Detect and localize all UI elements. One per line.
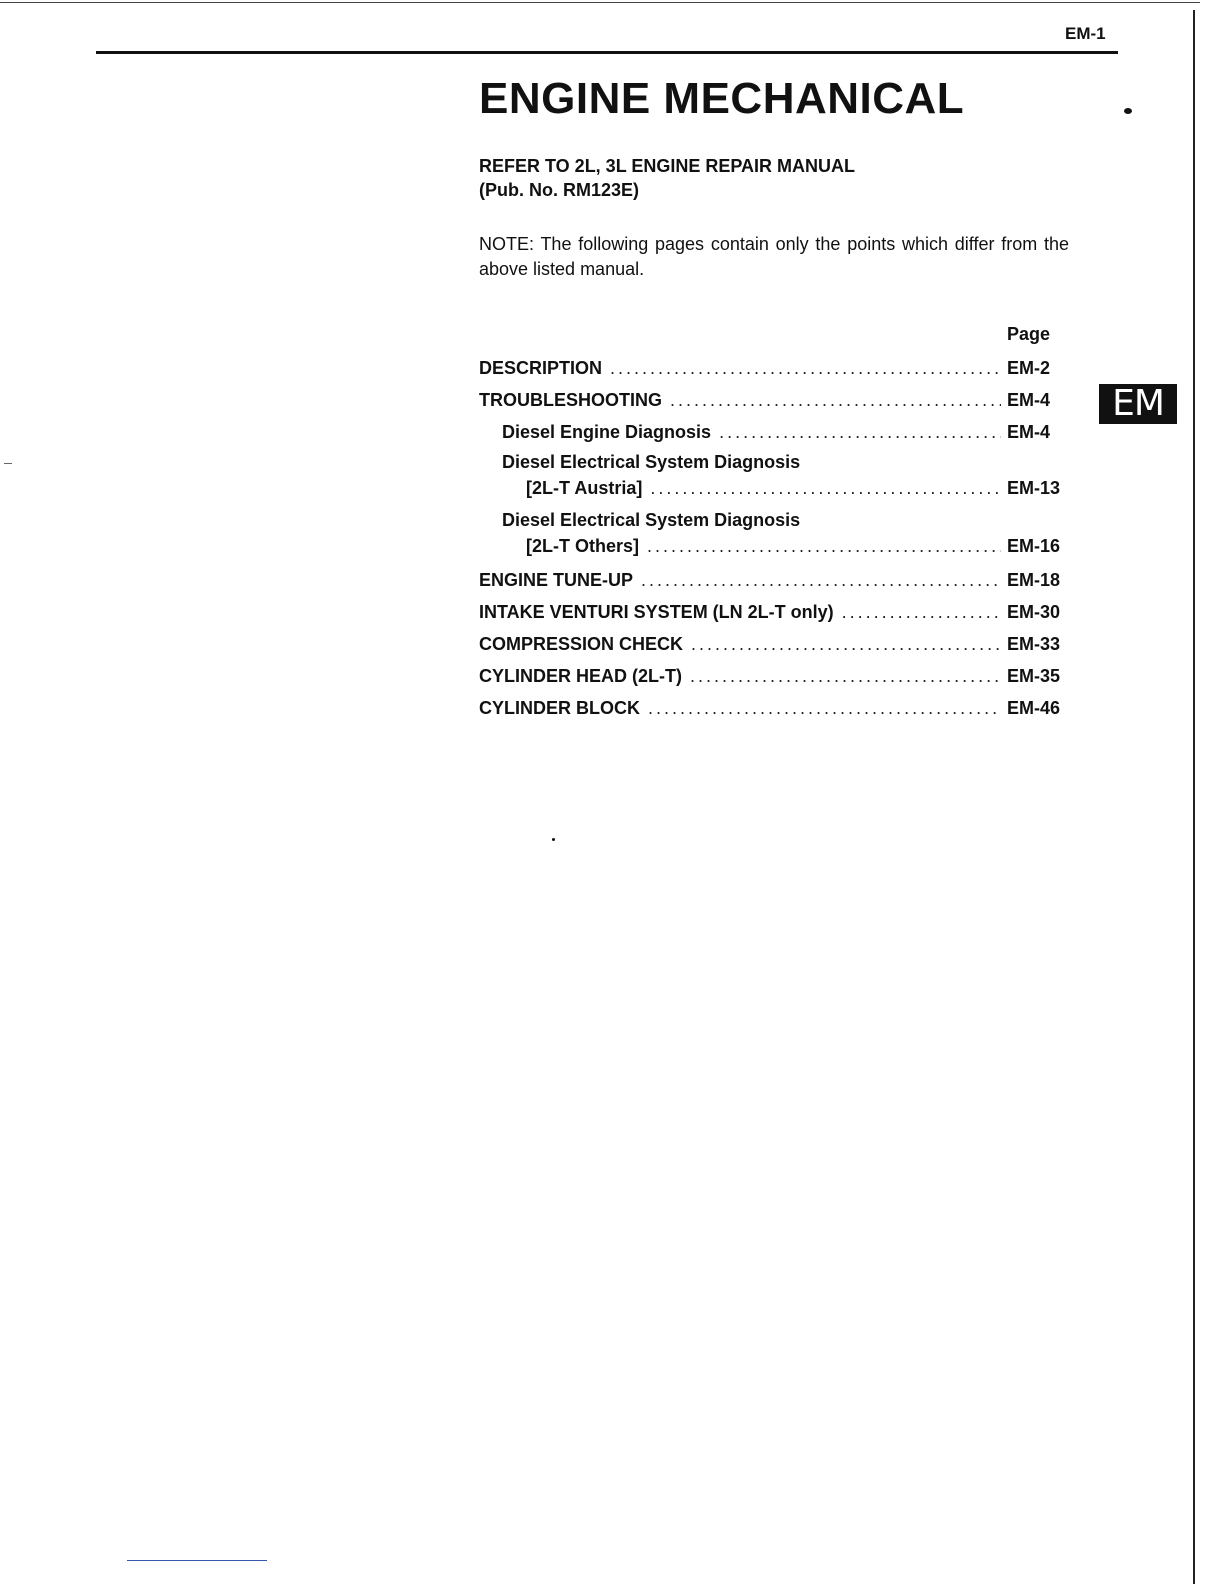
dot-leader	[719, 416, 1001, 448]
scan-speck	[552, 838, 555, 841]
toc-entry-label: CYLINDER BLOCK	[479, 698, 640, 718]
dot-leader	[641, 564, 1001, 596]
toc-entry-description[interactable]	[479, 352, 1069, 384]
dot-leader	[650, 474, 1001, 502]
dot-leader	[691, 628, 1001, 660]
toc-entry-page: EM-13	[1007, 478, 1061, 498]
page-title: ENGINE MECHANICAL	[479, 74, 965, 123]
toc-page-column-header: Page	[1007, 324, 1051, 344]
toc-entry-engine-tune-up[interactable]	[479, 564, 1069, 596]
margin-tick	[4, 463, 12, 464]
toc-entry-electrical-austria[interactable]	[479, 450, 1069, 506]
toc-entry-diesel-engine-diagnosis[interactable]	[479, 416, 1069, 448]
toc-entry-label: TROUBLESHOOTING	[479, 390, 662, 410]
scan-mark-dot	[1124, 108, 1132, 114]
dot-leader	[647, 532, 1001, 560]
toc-entry-label: Diesel Engine Diagnosis	[502, 422, 712, 442]
header-rule	[96, 51, 1118, 54]
top-edge-line	[0, 2, 1200, 3]
toc-entry-label: Diesel Electrical System Diagnosis	[502, 510, 801, 530]
publication-number: (Pub. No. RM123E)	[479, 180, 640, 200]
dot-leader	[670, 384, 1001, 416]
dot-leader	[690, 660, 1001, 692]
refer-line: REFER TO 2L, 3L ENGINE REPAIR MANUAL	[479, 156, 856, 176]
toc-entry-troubleshooting[interactable]	[479, 384, 1069, 416]
dot-leader	[610, 352, 1001, 384]
toc-entry-label: ENGINE TUNE-UP	[479, 570, 634, 590]
toc-entry-page: EM-46	[1007, 698, 1061, 718]
dot-leader	[842, 596, 1001, 628]
table-of-contents	[479, 352, 1069, 724]
toc-entry-cylinder-block[interactable]	[479, 692, 1069, 724]
toc-entry-page: EM-4	[1007, 390, 1051, 410]
toc-entry-label: COMPRESSION CHECK	[479, 634, 684, 654]
page-number: EM-1	[1065, 24, 1106, 43]
toc-entry-page: EM-30	[1007, 602, 1061, 622]
toc-entry-compression-check[interactable]	[479, 628, 1069, 660]
toc-entry-page: EM-35	[1007, 666, 1061, 686]
toc-entry-electrical-others[interactable]	[479, 508, 1069, 564]
toc-entry-page: EM-2	[1007, 358, 1051, 378]
note-paragraph: NOTE: The following pages contain only the points which differ from the above listed manual.	[479, 234, 1069, 279]
right-page-border	[1193, 10, 1195, 1584]
toc-entry-page: EM-18	[1007, 570, 1061, 590]
toc-entry-label: INTAKE VENTURI SYSTEM (LN 2L-T only)	[479, 602, 834, 622]
refer-block	[479, 154, 855, 202]
toc-entry-cylinder-head[interactable]	[479, 660, 1069, 692]
toc-entry-page: EM-33	[1007, 634, 1061, 654]
toc-entry-sublabel: [2L-T Austria]	[526, 478, 643, 498]
bottom-underline	[127, 1560, 267, 1561]
dot-leader	[648, 692, 1001, 724]
toc-entry-intake-venturi[interactable]	[479, 596, 1069, 628]
toc-entry-sublabel: [2L-T Others]	[526, 536, 640, 556]
section-tab-em: EM	[1099, 384, 1177, 424]
toc-entry-label: Diesel Electrical System Diagnosis	[502, 452, 801, 472]
toc-entry-page: EM-16	[1007, 536, 1061, 556]
toc-entry-label: CYLINDER HEAD (2L-T)	[479, 666, 682, 686]
toc-entry-label: DESCRIPTION	[479, 358, 603, 378]
toc-entry-page: EM-4	[1007, 422, 1051, 442]
